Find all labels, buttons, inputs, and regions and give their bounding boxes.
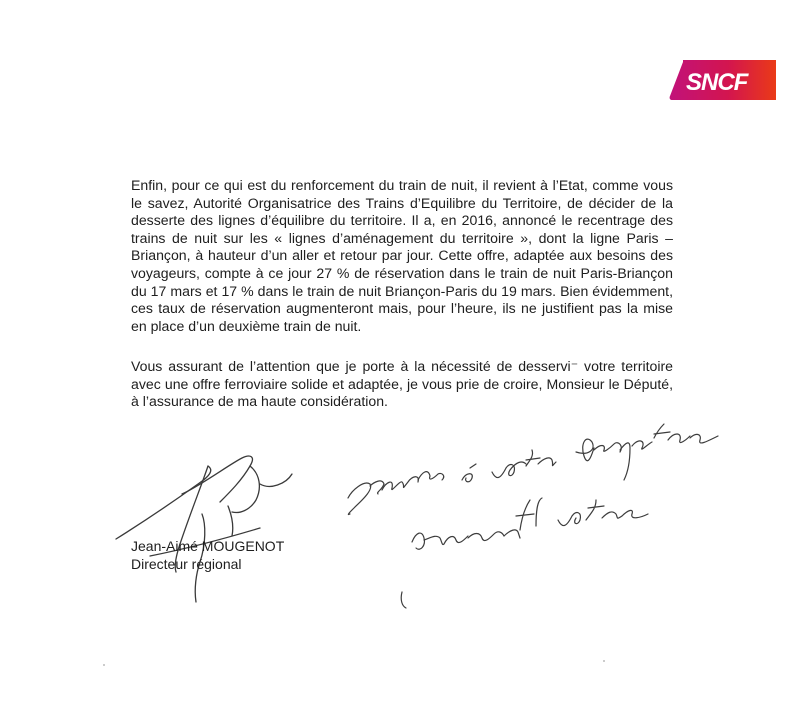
paragraph-closing: Vous assurant de l’attention que je porte à la nécessité de desservi⁻ votre territoire avec une offre ferroviaire solide et adaptée, je vous prie de croire, Monsieur le Député, à l’assurance de ma haute considération. [131,358,673,410]
signatory-block [131,537,284,573]
paragraph-night-train: Enfin, pour ce qui est du renforcement du train de nuit, il revient à l’Etat, comme vous le savez, Autorité Organisatrice des Trains d’Equilibre du Territoire, de décider de la desserte des lignes d’équilibre du territoire. Il a, en 2016, annoncé le recentrage des trains de nuit sur les « lignes d’aménagement du territoire », dont la ligne Paris – Briançon, à hauteur d’un aller et retour par jour. Cette offre, adaptée aux besoins des voyageurs, compte à ce jour 27 % de réservation dans le train de nuit Paris-Briançon du 17 mars et 17 % dans le train de nuit Briançon-Paris du 19 mars. Bien évidemment, ces taux de réservation augmenteront mais, pour l’heure, ils ne justifient pas la mise en place d’un deuxième train de nuit. [131,177,673,334]
paper-speck [603,660,605,662]
handwritten-note [330,420,740,610]
sncf-logo-text: SNCF [686,69,748,96]
sncf-logo-graphic [669,60,776,100]
sncf-logo [669,60,776,100]
signatory-title: Directeur régional [131,556,242,572]
signatory-name: Jean-Aimé MOUGENOT [131,538,285,554]
handwritten-signature [110,444,310,604]
paper-speck [103,664,105,666]
